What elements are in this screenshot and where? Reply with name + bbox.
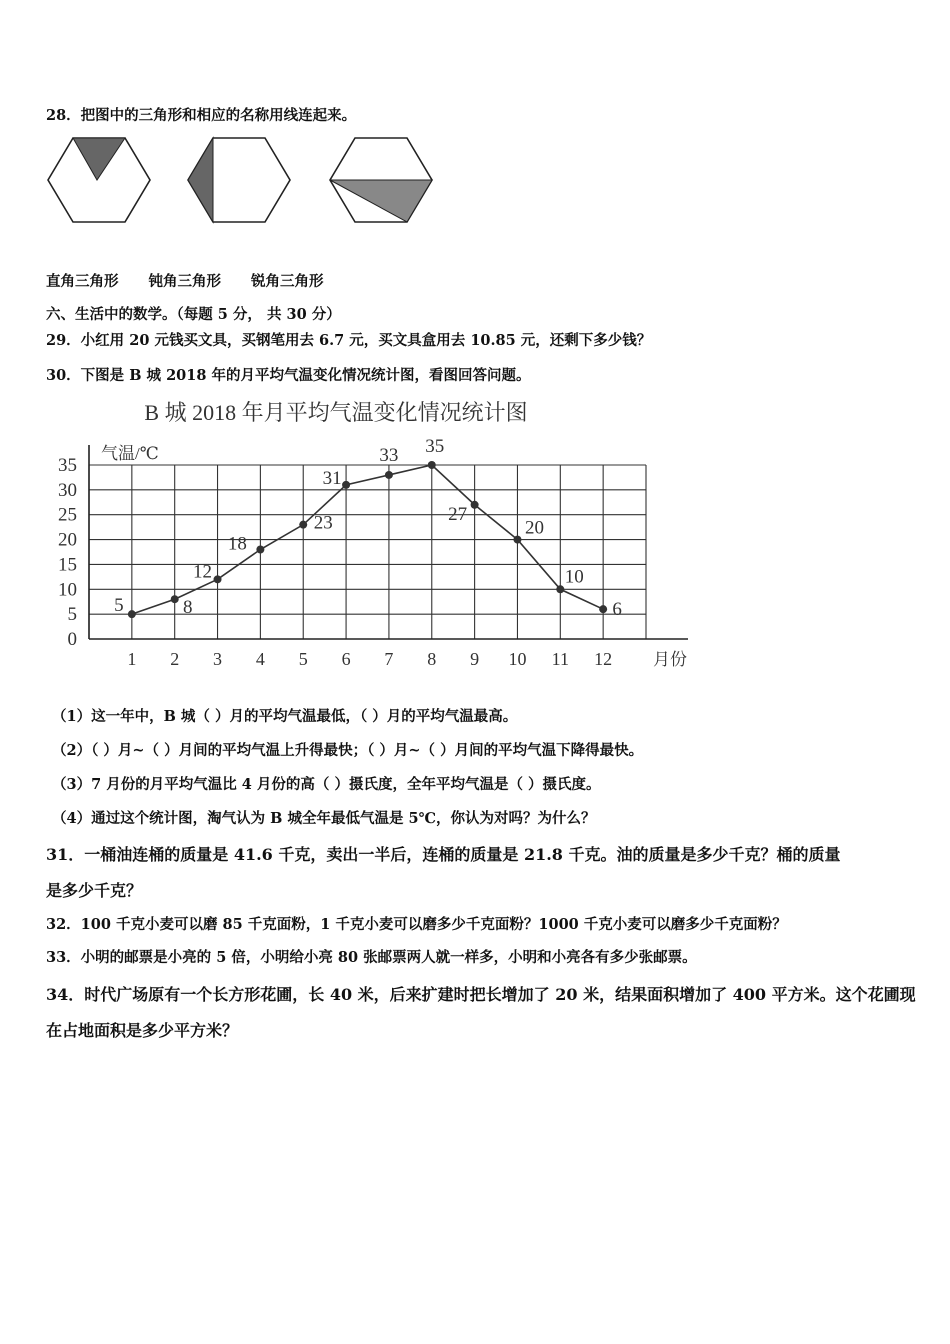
data-label: 20	[524, 517, 544, 539]
question-29: 29．小红用 20 元钱买文具，买钢笔用去 6.7 元，买文具盒用去 10.85 元，还剩下多少钱？	[46, 332, 652, 349]
question-33: 33．小明的邮票是小亮的 5 倍，小明给小亮 80 张邮票两人就一样多，小明和小亮各有多少张邮票。	[46, 949, 697, 966]
data-label: 27	[448, 503, 468, 525]
name-obtuse-triangle: 钝角三角形	[148, 273, 221, 290]
hexagon-figures	[40, 128, 460, 238]
y-tick-label: 15	[58, 554, 77, 576]
question-31-line-2: 是多少千克？	[46, 881, 143, 900]
data-label: 5	[114, 595, 124, 617]
hexagon-acute-figure	[48, 138, 150, 222]
data-label: 33	[379, 444, 399, 466]
question-28: 28．把图中的三角形和相应的名称用线连起来。	[46, 107, 357, 124]
data-point	[171, 595, 179, 603]
data-label: 8	[182, 597, 193, 619]
data-point	[256, 546, 264, 554]
question-30-part-3: （3）7 月份的月平均气温比 4 月份的高（ ）摄氏度，全年平均气温是（ ）摄氏度。	[52, 776, 601, 793]
data-point	[471, 501, 479, 509]
question-32: 32．100 千克小麦可以磨 85 千克面粉，1 千克小麦可以磨多少千克面粉？1000 千克小麦可以磨多少千克面粉？	[46, 916, 787, 933]
data-point	[385, 471, 393, 479]
hexagon-right-figure	[188, 138, 290, 222]
x-tick-label: 9	[470, 649, 480, 669]
data-label: 35	[425, 436, 445, 457]
x-tick-label: 8	[427, 649, 437, 669]
y-axis-label: 气温/℃	[101, 444, 159, 463]
x-tick-label: 6	[341, 649, 351, 669]
x-tick-label: 12	[594, 649, 613, 669]
data-point	[513, 536, 521, 544]
data-point	[128, 610, 136, 618]
y-tick-label: 5	[67, 604, 77, 626]
question-31-line-1: 31．一桶油连桶的质量是 41.6 千克，卖出一半后，连桶的质量是 21.8 千克。油的质量是多少千克？桶的质量	[46, 845, 841, 864]
data-point	[214, 575, 222, 583]
data-label: 23	[313, 512, 333, 534]
data-label: 18	[227, 533, 247, 555]
x-tick-label: 11	[551, 649, 569, 669]
x-tick-label: 1	[127, 649, 137, 669]
data-label: 10	[564, 566, 584, 588]
question-30-part-2: （2）（ ）月~（ ）月间的平均气温上升得最快；（ ）月~（ ）月间的平均气温下降得最快。	[52, 742, 644, 759]
y-tick-label: 0	[67, 629, 77, 650]
triangle-names	[46, 270, 354, 291]
data-label: 6	[612, 599, 622, 621]
hexagon-obtuse-figure	[330, 138, 432, 222]
temperature-line-chart	[46, 392, 746, 682]
y-tick-label: 25	[58, 504, 77, 526]
question-34-line-2: 在占地面积是多少平方米？	[46, 1021, 239, 1040]
x-tick-label: 7	[384, 649, 394, 669]
y-tick-label: 35	[58, 455, 77, 476]
question-30-part-1: （1）这一年中，B 城（ ）月的平均气温最低，（ ）月的平均气温最高。	[52, 708, 518, 725]
data-point	[428, 461, 436, 469]
x-tick-label: 3	[213, 649, 223, 669]
data-point	[299, 521, 307, 529]
y-tick-label: 20	[58, 529, 77, 551]
x-tick-label: 4	[255, 649, 265, 669]
x-tick-label: 5	[298, 649, 308, 669]
x-tick-label: 2	[170, 649, 180, 669]
data-point	[556, 585, 564, 593]
name-acute-triangle: 锐角三角形	[251, 273, 324, 290]
y-tick-label: 10	[58, 579, 77, 601]
data-point	[342, 481, 350, 489]
data-label: 31	[322, 467, 342, 489]
question-34-line-1: 34．时代广场原有一个长方形花圃，长 40 米，后来扩建时把长增加了 20 米，结果面积增加了 400 平方米。这个花圃现	[46, 985, 916, 1004]
question-30-part-4: （4）通过这个统计图，淘气认为 B 城全年最低气温是 5℃，你认为对吗？为什么？	[52, 810, 596, 827]
data-label: 12	[193, 561, 213, 583]
name-right-triangle: 直角三角形	[46, 273, 119, 290]
x-tick-label: 10	[508, 649, 527, 669]
y-tick-label: 30	[58, 479, 77, 501]
question-30: 30．下图是 B 城 2018 年的月平均气温变化情况统计图，看图回答问题。	[46, 367, 531, 384]
chart-title: B 城 2018 年月平均气温变化情况统计图	[144, 400, 528, 425]
section-6-heading: 六、生活中的数学。（每题 5 分， 共 30 分）	[46, 306, 341, 323]
data-point	[599, 605, 607, 613]
x-axis-label: 月份	[653, 650, 687, 669]
